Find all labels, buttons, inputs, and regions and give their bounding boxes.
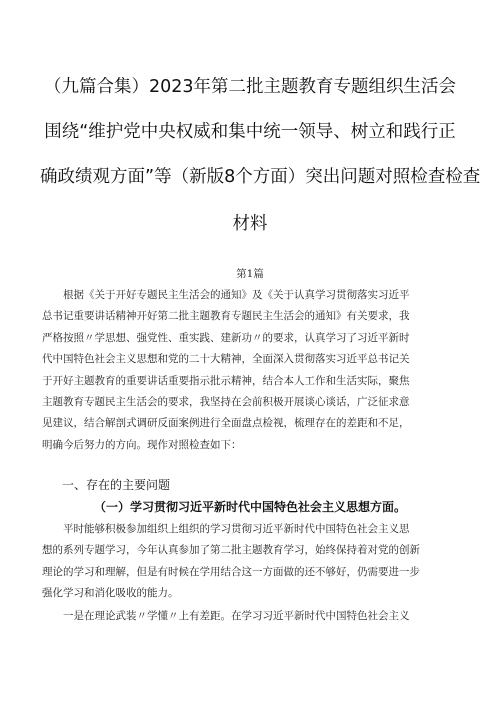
text-line: 平时能够积极参加组织上组织的学习贯彻习近平新时代中国特色社会主义思 (63, 523, 410, 535)
title-line-1: （九篇合集）2023年第二批主题教育专题组织生活会 (43, 77, 457, 97)
paragraph-study (42, 519, 462, 605)
subsection-heading: （一）学习贯彻习近平新时代中国特色社会主义思想方面。 (93, 500, 406, 514)
text-line: 想的系列专题学习，今年认真参加了第二批主题教育学习，始终保持着对党的创新 (42, 544, 420, 557)
piece-label: 第1篇 (236, 268, 264, 280)
text-line: 见建议，结合解剖式调研反面案例进行全面盘点检视，梳理存在的差距和不足， (42, 417, 410, 430)
title-line-2: 围绕“维护党中央权威和集中统一领导、树立和践行正 (44, 122, 456, 142)
text-line: 一是在理论武装〃学懂〃上有差距。在学习习近平新时代中国特色社会主义 (63, 610, 410, 622)
paragraph-theory (42, 606, 462, 627)
title-line-4: 材料 (232, 214, 268, 234)
section-heading: 一、存在的主要问题 (62, 478, 171, 492)
text-line: 于开好主题教育的重要讲话重要指示批示精神，结合本人工作和生活实际，聚焦 (42, 374, 410, 387)
text-line: 代中国特色社会主义思想和党的二十大精神，全面深入贯彻落实习近平总书记关 (42, 353, 410, 366)
title-line-3: 确政绩观方面”等（新版8个方面）突出问题对照检查检查 (40, 167, 481, 187)
text-line: 明确今后努力的方向。现作对照检查如下： (42, 438, 242, 451)
text-line: 总书记重要讲话精神开好第二批主题教育专题民主生活会的通知》有关要求，我 (42, 310, 410, 323)
text-line: 理论的学习和理解，但是有时候在学用结合这一方面做的还不够好，仍需要进一步 (42, 565, 420, 578)
text-line: 强化学习和消化吸收的能力。 (42, 587, 179, 600)
text-line: 根据《关于开好专题民主生活会的通知》及《关于认真学习贯彻落实习近平 (63, 289, 410, 301)
text-line: 严格按照〃学思想、强党性、重实践、建新功〃的要求，认真学习了习近平新时 (42, 331, 410, 344)
text-line: 主题教育专题民主生活会的要求，我坚持在会前积极开展谈心谈话，广泛征求意 (42, 395, 410, 408)
paragraph-intro (42, 285, 462, 456)
